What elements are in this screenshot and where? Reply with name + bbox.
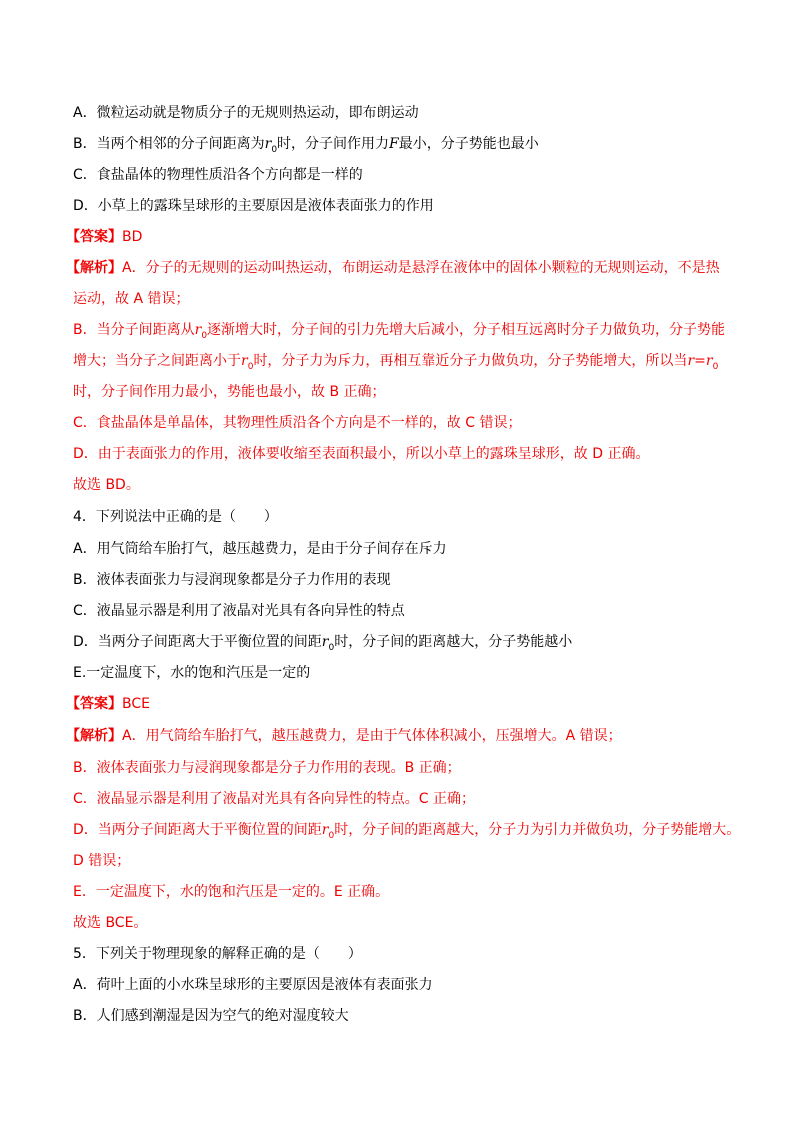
q4-option-d-text: 时，分子间的距离越大，分子势能越小	[334, 634, 573, 650]
answer-label: 【答案】	[66, 229, 122, 245]
q3-option-c: C．食盐晶体的物理性质沿各个方向都是一样的	[73, 167, 363, 183]
q5-option-b: B．人们感到潮湿是因为空气的绝对湿度较大	[73, 1008, 349, 1024]
answer-label: 【答案】	[66, 696, 122, 712]
analysis-text: 逐渐增大时，分子间的引力先增大后减小，分子相互远离时分子力做负功，分子势能	[207, 322, 726, 338]
q5-option-a: A．荷叶上面的小水珠呈球形的主要原因是液体有表面张力	[73, 977, 433, 993]
q4-analysis-b: B．液体表面张力与浸润现象都是分子力作用的表现。B 正确；	[73, 760, 461, 776]
q4-option-d-text: D．当两分子间距离大于平衡位置的间距	[73, 634, 322, 650]
r0-subscript: 0	[271, 144, 278, 155]
q3-analysis-c: C．食盐晶体是单晶体，其物理性质沿各个方向是不一样的，故 C 错误；	[73, 415, 522, 431]
analysis-text: 时，分子力为斥力，再相互靠近分子力做负功，分子势能增大，所以当	[253, 353, 688, 369]
q4-analysis-e: E．一定温度下，水的饱和汽压是一定的。E 正确。	[73, 884, 390, 900]
r0-symbol: r	[321, 822, 329, 838]
q4-stem: 4．下列说法中正确的是（ ）	[73, 509, 278, 525]
answer-value: BCE	[122, 696, 150, 712]
q4-option-b: B．液体表面张力与浸润现象都是分子力作用的表现	[73, 572, 391, 588]
q4-analysis-c: C．液晶显示器是利用了液晶对光具有各向异性的特点。C 正确；	[73, 791, 475, 807]
q3-option-b-text: 最小，分子势能也最小	[398, 136, 539, 152]
q3-analysis-b2	[73, 351, 718, 371]
analysis-label: 【解析】	[66, 260, 122, 276]
q4-analysis-d2: D 错误；	[73, 853, 131, 869]
analysis-text: B．当分子间距离从	[73, 322, 195, 338]
q3-option-a: A．微粒运动就是物质分子的无规则热运动，即布朗运动	[73, 105, 419, 121]
r0-symbol: r	[241, 353, 248, 369]
r0-symbol: r	[321, 634, 329, 650]
analysis-text: A．用气筒给车胎打气，越压越费力，是由于气体体积减小，压强增大。A 错误；	[122, 728, 622, 744]
q3-analysis-a-cont: 运动，故 A 错误；	[73, 291, 190, 307]
q4-option-a: A．用气筒给车胎打气，越压越费力，是由于分子间存在斥力	[73, 541, 447, 557]
q3-analysis-b3: 时，分子间作用力最小，势能也最小，故 B 正确；	[73, 384, 386, 400]
analysis-label: 【解析】	[66, 728, 122, 744]
r0-symbol: r	[264, 136, 272, 152]
q3-analysis-d: D．由于表面张力的作用，液体要收缩至表面积最小，所以小草上的露珠呈球形，故 D 正确。	[73, 446, 650, 462]
q3-option-d: D．小草上的露珠呈球形的主要原因是液体表面张力的作用	[73, 198, 434, 214]
r0-symbol: r	[194, 322, 202, 338]
q4-conclusion: 故选 BCE。	[73, 915, 148, 931]
q4-analysis-a	[66, 726, 622, 746]
q4-answer	[66, 694, 150, 714]
r0-subscript: 0	[328, 830, 335, 841]
q3-option-b-text: 时，分子间作用力	[277, 136, 390, 152]
q4-option-e: E.一定温度下，水的饱和汽压是一定的	[73, 665, 311, 681]
analysis-text: 增大；当分子之间距离小于	[73, 353, 241, 369]
r0-subscript: 0	[201, 330, 208, 341]
analysis-text: 时，分子间的距离越大，分子力为引力并做负功，分子势能增大。	[334, 822, 741, 838]
r0-subscript: 0	[712, 361, 719, 372]
q4-analysis-d1	[73, 820, 740, 840]
q3-option-b	[73, 134, 539, 154]
r0-subscript: 0	[328, 642, 335, 653]
q4-option-c: C．液晶显示器是利用了液晶对光具有各向异性的特点	[73, 603, 405, 619]
analysis-text: A．分子的无规则的运动叫热运动，布朗运动是悬浮在液体中的固体小颗粒的无规则运动，不是热	[122, 260, 720, 276]
q3-analysis-b1	[73, 320, 725, 340]
q3-option-b-text: B．当两个相邻的分子间距离为	[73, 136, 265, 152]
r0-subscript: 0	[247, 361, 254, 372]
q4-option-d	[73, 632, 572, 652]
q3-analysis-a	[66, 258, 720, 278]
q5-stem: 5．下列关于物理现象的解释正确的是（ ）	[73, 946, 362, 962]
force-symbol: F	[389, 136, 399, 152]
analysis-text: D．当两分子间距离大于平衡位置的间距	[73, 822, 322, 838]
r-equals-r0: r=r	[687, 353, 713, 369]
answer-value: BD	[122, 229, 143, 245]
q3-answer	[66, 227, 142, 247]
q3-conclusion: 故选 BD。	[73, 477, 140, 493]
